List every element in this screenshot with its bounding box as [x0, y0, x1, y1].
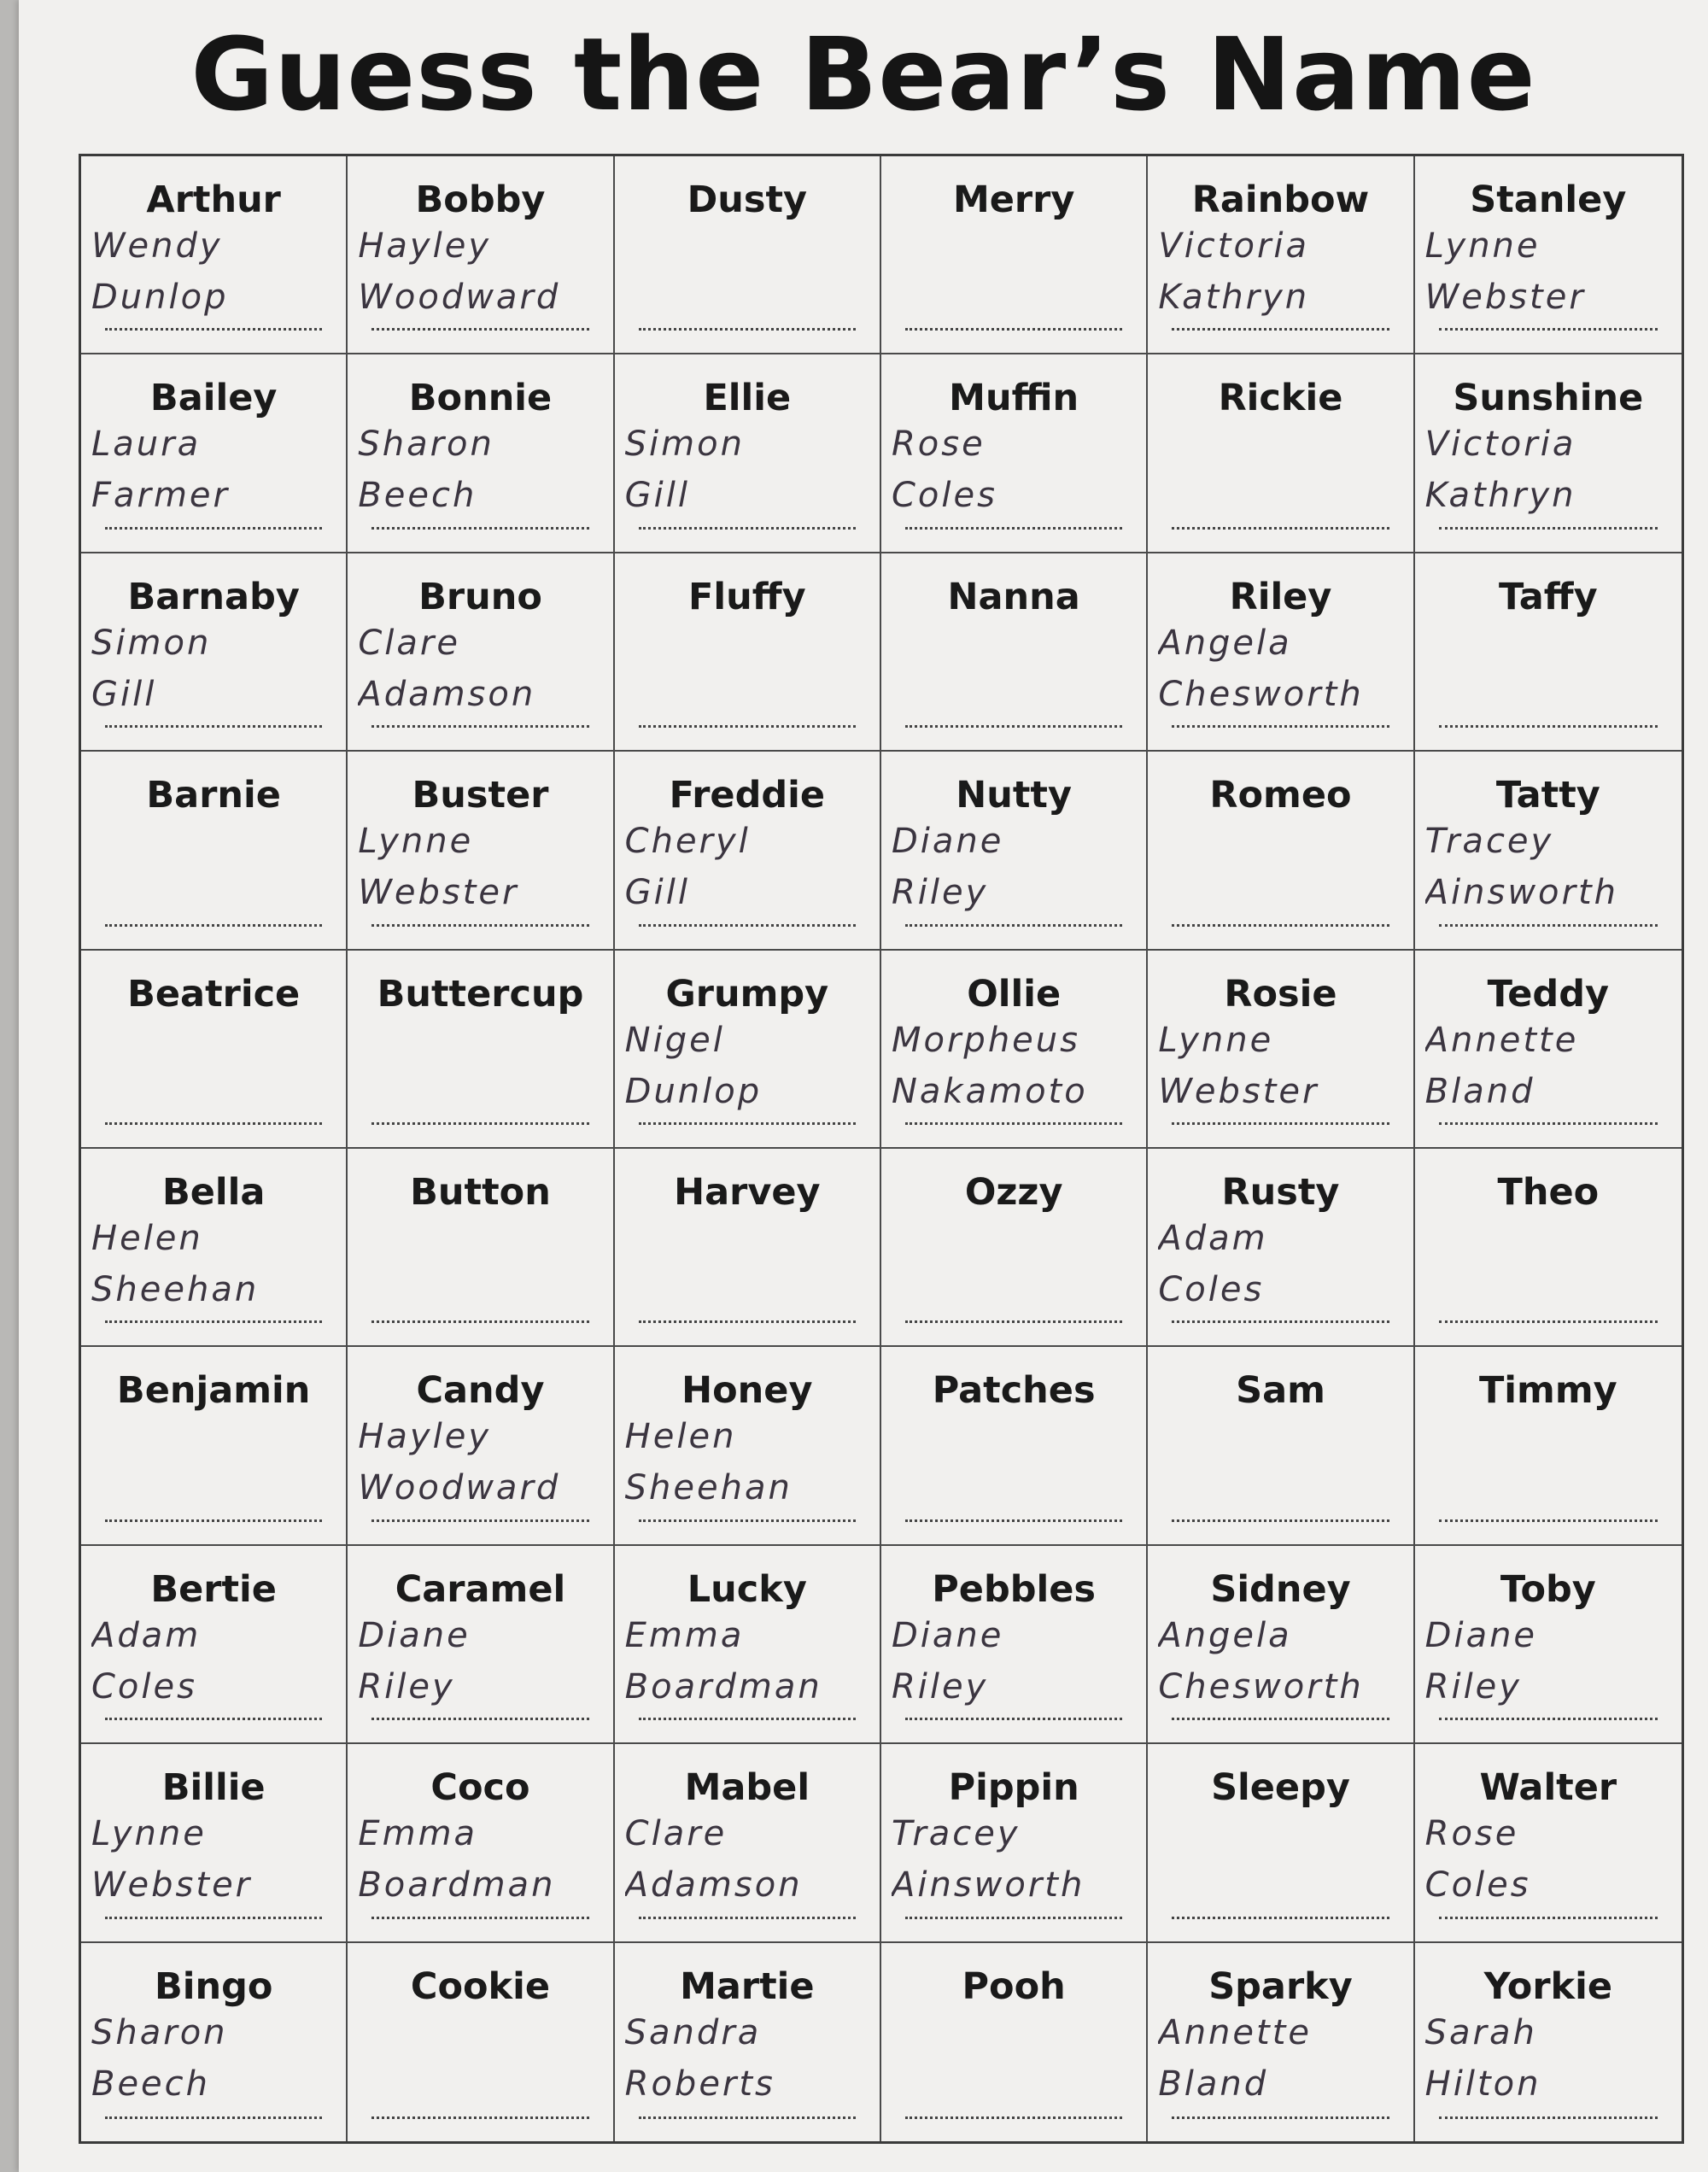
dotted-answer-line [905, 1718, 1122, 1720]
dotted-answer-line [639, 1718, 856, 1720]
guess-first-name: Tracey [892, 1814, 1021, 1854]
guess-first-name: Clare [624, 1814, 728, 1854]
bear-name: Rusty [1221, 1170, 1340, 1214]
guess-last-name: Adamson [358, 674, 536, 714]
bear-name-grid [79, 154, 1684, 2144]
guess-last-name: Boardman [624, 1666, 822, 1707]
bear-name: Toby [1500, 1567, 1596, 1611]
guess-first-name: Nigel [624, 1020, 725, 1060]
guess-last-name: Webster [358, 873, 519, 913]
name-cell [1415, 1546, 1682, 1744]
bear-name: Ollie [967, 972, 1062, 1016]
bear-name: Bonnie [408, 377, 553, 420]
dotted-answer-line [905, 924, 1122, 927]
name-cell [881, 553, 1148, 752]
dotted-answer-line [1439, 2116, 1658, 2119]
guess-last-name: Coles [892, 476, 997, 516]
dotted-answer-line [105, 1122, 322, 1125]
guess-first-name: Rose [892, 424, 986, 465]
dotted-answer-line [371, 1122, 588, 1125]
bear-name: Pebbles [932, 1567, 1097, 1611]
name-cell [615, 1149, 881, 1347]
dotted-answer-line [1439, 328, 1658, 331]
dotted-answer-line [371, 725, 588, 728]
name-cell [81, 553, 348, 752]
bear-name: Candy [416, 1369, 545, 1413]
name-cell [81, 354, 348, 553]
guess-last-name: Ainsworth [1424, 873, 1618, 913]
name-cell [1415, 1943, 1682, 2141]
bear-name: Fluffy [688, 575, 806, 618]
guess-first-name: Sandra [624, 2012, 762, 2052]
bear-name: Bailey [149, 377, 278, 420]
guess-last-name: Kathryn [1158, 278, 1310, 317]
bear-name: Walter [1479, 1766, 1617, 1810]
name-cell [1148, 1744, 1414, 1942]
bear-name: Arthur [146, 179, 281, 221]
dotted-answer-line [1439, 1519, 1658, 1522]
dotted-answer-line [1439, 924, 1658, 927]
bear-name: Patches [932, 1369, 1096, 1413]
bear-name: Pooh [962, 1964, 1066, 2008]
name-cell [348, 1744, 614, 1942]
dotted-answer-line [1172, 924, 1389, 927]
dotted-answer-line [371, 1718, 588, 1720]
guess-last-name: Nakamoto [892, 1071, 1088, 1111]
dotted-answer-line [905, 1122, 1122, 1125]
guess-last-name: Bland [1424, 1071, 1535, 1111]
bear-name: Barnaby [127, 575, 300, 618]
name-cell [1415, 1347, 1682, 1545]
dotted-answer-line [371, 924, 588, 927]
bear-name: Bertie [150, 1567, 277, 1611]
dotted-answer-line [1172, 1320, 1389, 1323]
bear-name: Honey [681, 1369, 813, 1413]
bear-name: Mabel [684, 1766, 810, 1810]
name-cell [1148, 354, 1414, 553]
bear-name: Muffin [949, 377, 1079, 420]
bear-name: Timmy [1478, 1369, 1617, 1413]
name-cell [1415, 354, 1682, 553]
bear-name: Coco [430, 1766, 530, 1810]
dotted-answer-line [905, 527, 1122, 530]
guess-first-name: Angela [1158, 623, 1292, 663]
name-cell [1148, 1546, 1414, 1744]
guess-last-name: Kathryn [1424, 476, 1576, 516]
guess-first-name: Hayley [358, 226, 491, 266]
dotted-answer-line [371, 2116, 588, 2119]
name-cell [81, 1347, 348, 1545]
bear-name: Bella [161, 1170, 266, 1214]
dotted-answer-line [371, 328, 588, 331]
guess-first-name: Diane [892, 1615, 1004, 1655]
guess-first-name: Diane [358, 1615, 471, 1655]
name-cell [1148, 156, 1414, 354]
guess-last-name: Chesworth [1158, 1666, 1364, 1707]
name-cell [615, 752, 881, 950]
dotted-answer-line [639, 924, 856, 927]
guess-last-name: Bland [1158, 2064, 1269, 2104]
bear-name: Barnie [146, 774, 281, 817]
name-cell [1148, 951, 1414, 1149]
bear-name: Lucky [687, 1567, 807, 1611]
bear-name: Tatty [1495, 774, 1600, 817]
name-cell [615, 1546, 881, 1744]
name-cell [81, 1744, 348, 1942]
guess-first-name: Sharon [91, 2012, 228, 2052]
bear-name: Ozzy [964, 1170, 1063, 1214]
guess-last-name: Ainsworth [892, 1865, 1085, 1906]
guess-first-name: Cheryl [624, 822, 751, 862]
guess-first-name: Helen [91, 1218, 203, 1258]
name-cell [881, 951, 1148, 1149]
name-cell [81, 752, 348, 950]
guess-first-name: Tracey [1424, 822, 1554, 862]
bear-name: Taffy [1498, 575, 1598, 618]
guess-last-name: Beech [358, 476, 477, 516]
guess-first-name: Lynne [1158, 1020, 1274, 1060]
bear-name: Yorkie [1483, 1964, 1613, 2008]
name-cell [615, 156, 881, 354]
name-cell [348, 1546, 614, 1744]
dotted-answer-line [639, 328, 856, 331]
dotted-answer-line [1172, 1122, 1389, 1125]
name-cell [1148, 1943, 1414, 2141]
dotted-answer-line [1439, 1917, 1658, 1919]
name-cell [1415, 1744, 1682, 1942]
name-cell [881, 156, 1148, 354]
name-cell [348, 1943, 614, 2141]
guess-last-name: Riley [892, 873, 989, 913]
name-cell [1415, 553, 1682, 752]
guess-last-name: Sheehan [624, 1468, 793, 1508]
name-cell [615, 553, 881, 752]
guess-last-name: Woodward [358, 1468, 561, 1508]
name-cell [615, 1744, 881, 1942]
dotted-answer-line [105, 527, 322, 530]
name-cell [348, 354, 614, 553]
bear-name: Rickie [1218, 377, 1343, 420]
name-cell [1415, 1149, 1682, 1347]
guess-first-name: Lynne [1424, 226, 1541, 266]
dotted-answer-line [105, 1320, 322, 1323]
dotted-answer-line [105, 1917, 322, 1919]
dotted-answer-line [1172, 1519, 1389, 1522]
bear-name: Grumpy [665, 972, 829, 1016]
dotted-answer-line [1439, 527, 1658, 530]
dotted-answer-line [639, 1122, 856, 1125]
dotted-answer-line [905, 1519, 1122, 1522]
bear-name: Nutty [956, 774, 1073, 817]
bear-name: Martie [680, 1964, 815, 2008]
dotted-answer-line [105, 725, 322, 728]
bear-name: Caramel [395, 1567, 566, 1611]
bear-name: Romeo [1209, 774, 1352, 817]
guess-first-name: Clare [358, 623, 460, 663]
dotted-answer-line [905, 1917, 1122, 1919]
name-cell [81, 1943, 348, 2141]
dotted-answer-line [905, 725, 1122, 728]
guess-last-name: Gill [91, 674, 157, 714]
guess-last-name: Dunlop [91, 278, 229, 317]
bear-name: Nanna [947, 575, 1080, 618]
guess-first-name: Helen [624, 1417, 737, 1457]
guess-last-name: Riley [892, 1666, 989, 1707]
bear-name: Beatrice [127, 972, 301, 1016]
paper-sheet [19, 0, 1708, 2172]
dotted-answer-line [639, 1320, 856, 1323]
name-cell [348, 553, 614, 752]
dotted-answer-line [371, 1917, 588, 1919]
name-cell [348, 752, 614, 950]
guess-first-name: Diane [892, 822, 1004, 862]
bear-name: Rainbow [1191, 179, 1370, 221]
bear-name: Sam [1236, 1369, 1325, 1413]
bear-name: Bruno [418, 575, 542, 618]
name-cell [1415, 752, 1682, 950]
guess-first-name: Sarah [1424, 2012, 1537, 2052]
guess-first-name: Emma [624, 1615, 745, 1655]
bear-name: Riley [1229, 575, 1332, 618]
bear-name: Ellie [703, 377, 792, 420]
guess-first-name: Emma [358, 1814, 478, 1854]
guess-last-name: Coles [91, 1666, 197, 1707]
bear-name: Sparky [1208, 1964, 1353, 2008]
guess-last-name: Woodward [358, 278, 561, 317]
dotted-answer-line [1439, 1718, 1658, 1720]
name-cell [615, 1347, 881, 1545]
guess-first-name: Rose [1424, 1814, 1519, 1854]
dotted-answer-line [639, 725, 856, 728]
dotted-answer-line [105, 1519, 322, 1522]
name-cell [881, 752, 1148, 950]
name-cell [881, 1943, 1148, 2141]
dotted-answer-line [905, 1320, 1122, 1323]
page-title: Guess the Bear’s Name [190, 15, 1536, 133]
dotted-answer-line [105, 924, 322, 927]
name-cell [81, 1149, 348, 1347]
name-cell [881, 1149, 1148, 1347]
guess-last-name: Webster [1158, 1071, 1319, 1111]
bear-name: Sunshine [1453, 377, 1644, 420]
name-cell [1415, 156, 1682, 354]
bear-name: Rosie [1224, 972, 1337, 1016]
dotted-answer-line [371, 1320, 588, 1323]
guess-first-name: Angela [1158, 1615, 1292, 1655]
bear-name: Benjamin [116, 1369, 311, 1413]
bear-name: Sleepy [1211, 1766, 1350, 1810]
dotted-answer-line [639, 2116, 856, 2119]
name-cell [1415, 951, 1682, 1149]
guess-first-name: Annette [1158, 2012, 1312, 2052]
guess-last-name: Webster [1424, 278, 1586, 317]
bear-name: Buster [412, 774, 549, 817]
name-cell [348, 156, 614, 354]
name-cell [81, 951, 348, 1149]
dotted-answer-line [371, 527, 588, 530]
guess-first-name: Annette [1424, 1020, 1579, 1060]
guess-first-name: Lynne [91, 1814, 207, 1854]
guess-first-name: Lynne [358, 822, 474, 862]
name-cell [81, 156, 348, 354]
dotted-answer-line [639, 1917, 856, 1919]
dotted-answer-line [1172, 527, 1389, 530]
guess-last-name: Riley [358, 1666, 455, 1707]
guess-last-name: Gill [624, 476, 690, 516]
guess-last-name: Beech [91, 2064, 211, 2104]
guess-last-name: Adamson [624, 1865, 803, 1906]
dotted-answer-line [105, 2116, 322, 2119]
guess-first-name: Simon [91, 623, 212, 663]
name-cell [348, 951, 614, 1149]
bear-name: Sidney [1210, 1567, 1351, 1611]
bear-name: Theo [1497, 1170, 1600, 1214]
guess-first-name: Wendy [91, 226, 223, 266]
dotted-answer-line [105, 1718, 322, 1720]
dotted-answer-line [905, 328, 1122, 331]
dotted-answer-line [1172, 1718, 1389, 1720]
guess-first-name: Diane [1424, 1615, 1538, 1655]
dotted-answer-line [639, 527, 856, 530]
bear-name: Merry [952, 179, 1075, 221]
dotted-answer-line [105, 328, 322, 331]
guess-last-name: Roberts [624, 2064, 775, 2104]
guess-last-name: Riley [1424, 1666, 1522, 1707]
name-cell [1148, 752, 1414, 950]
dotted-answer-line [1439, 1320, 1658, 1323]
dotted-answer-line [1172, 725, 1389, 728]
name-cell [615, 354, 881, 553]
guess-first-name: Adam [1158, 1218, 1268, 1258]
name-cell [881, 1546, 1148, 1744]
name-cell [1148, 1149, 1414, 1347]
dotted-answer-line [1439, 1122, 1658, 1125]
dotted-answer-line [639, 1519, 856, 1522]
guess-last-name: Gill [624, 873, 690, 913]
bear-name: Dusty [687, 179, 808, 221]
name-cell [881, 354, 1148, 553]
bear-name: Stanley [1470, 179, 1627, 221]
guess-last-name: Coles [1424, 1865, 1531, 1906]
guess-first-name: Laura [91, 424, 202, 465]
bear-name: Pippin [948, 1766, 1079, 1810]
dotted-answer-line [905, 2116, 1122, 2119]
name-cell [615, 951, 881, 1149]
name-cell [1148, 553, 1414, 752]
dotted-answer-line [371, 1519, 588, 1522]
guess-first-name: Hayley [358, 1417, 491, 1457]
bear-name: Bobby [415, 179, 546, 221]
name-cell [348, 1149, 614, 1347]
bear-name: Harvey [674, 1170, 821, 1214]
bear-name: Buttercup [377, 972, 584, 1016]
bear-name: Billie [161, 1766, 266, 1810]
bear-name: Teddy [1487, 972, 1610, 1016]
guess-last-name: Dunlop [624, 1071, 763, 1111]
guess-first-name: Sharon [358, 424, 494, 465]
bear-name: Button [410, 1170, 551, 1214]
guess-last-name: Boardman [358, 1865, 556, 1906]
guess-first-name: Morpheus [892, 1020, 1080, 1060]
guess-last-name: Hilton [1424, 2064, 1541, 2104]
name-cell [81, 1546, 348, 1744]
guess-last-name: Chesworth [1158, 674, 1364, 714]
name-cell [881, 1744, 1148, 1942]
bear-name: Freddie [669, 774, 826, 817]
guess-last-name: Sheehan [91, 1269, 260, 1309]
guess-first-name: Victoria [1158, 226, 1310, 266]
guess-last-name: Webster [91, 1865, 253, 1906]
bear-name: Bingo [154, 1964, 273, 2008]
guess-first-name: Simon [624, 424, 745, 465]
name-cell [881, 1347, 1148, 1545]
name-cell [348, 1347, 614, 1545]
name-cell [1148, 1347, 1414, 1545]
guess-first-name: Victoria [1424, 424, 1576, 465]
bear-name: Cookie [410, 1964, 551, 2008]
dotted-answer-line [1172, 328, 1389, 331]
name-cell [615, 1943, 881, 2141]
dotted-answer-line [1172, 1917, 1389, 1919]
guess-first-name: Adam [91, 1615, 202, 1655]
dotted-answer-line [1172, 2116, 1389, 2119]
guess-last-name: Coles [1158, 1269, 1265, 1309]
dotted-answer-line [1439, 725, 1658, 728]
guess-last-name: Farmer [91, 476, 230, 516]
